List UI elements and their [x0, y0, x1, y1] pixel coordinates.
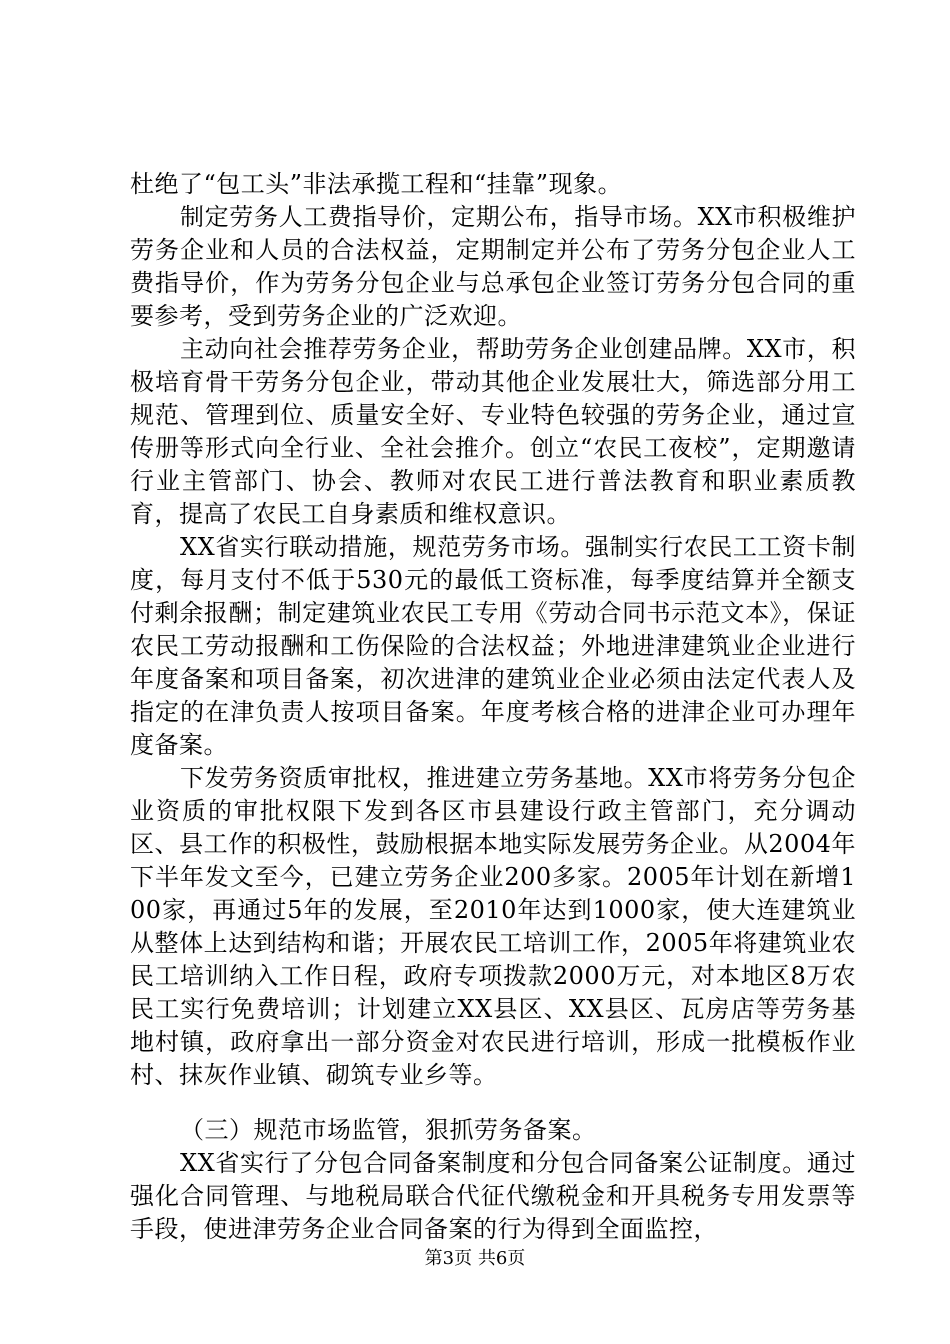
section-heading: （三）规范市场监管，狠抓劳务备案。 — [180, 1116, 597, 1144]
page-footer: 第3页 共6页 — [424, 1248, 526, 1269]
paragraph-linkage-measures: XX省实行联动措施，规范劳务市场。强制实行农民工工资卡制度，每月支付不低于530元的最低工资标准，每季度结算并全额支付剩余报酬；制定建筑业农民工专用《劳动合同书示范文本》，保证农民工劳动报酬和工伤保险的合法权益；外地进津建筑业企业进行年度备案和项目备案，初次进津的建筑业企业必须由法定代表人及指定的在津负责人按项目备案。年度考核合格的进津企业可办理年度备案。 — [130, 533, 856, 759]
paragraph-contract-filing: XX省实行了分包合同备案制度和分包合同备案公证制度。通过强化合同管理、与地税局联合代征代缴税金和开具税务专用发票等手段，使进津劳务企业合同备案的行为得到全面监控， — [130, 1149, 856, 1243]
document-body — [130, 168, 856, 1246]
paragraph-labor-base: 下发劳务资质审批权，推进建立劳务基地。XX市将劳务分包企业资质的审批权限下发到各区市县建设行政主管部门，充分调动区、县工作的积极性，鼓励根据本地实际发展劳务企业。从2004年下半年发文至今，已建立劳务企业200多家。2005年计划在新增100家，再通过5年的发展，至2010年达到1000家，使大连建筑业从整体上达到结构和谐；开展农民工培训工作，2005年将建筑业农民工培训纳入工作日程，政府专项拨款2000万元，对本地区8万农民工实行免费培训；计划建立XX县区、XX县区、瓦房店等劳务基地村镇，政府拿出一部分资金对农民进行培训，形成一批模板作业村、抹灰作业镇、砌筑专业乡等。 — [130, 764, 856, 1089]
paragraph-continuation: 杜绝了“包工头”非法承揽工程和“挂靠”现象。 — [130, 170, 623, 198]
paragraph-labor-cost-guidance: 制定劳务人工费指导价，定期公布，指导市场。XX市积极维护劳务企业和人员的合法权益，定期制定并公布了劳务分包企业人工费指导价，作为劳务分包企业与总承包企业签订劳务分包合同的重要参考，受到劳务企业的广泛欢迎。 — [130, 203, 856, 330]
paragraph-recommend-enterprises: 主动向社会推荐劳务企业，帮助劳务企业创建品牌。XX市，积极培育骨干劳务分包企业，带动其他企业发展壮大，筛选部分用工规范、管理到位、质量安全好、专业特色较强的劳务企业，通过宣传册等形式向全行业、全社会推介。创立“农民工夜校”，定期邀请行业主管部门、协会、教师对农民工进行普法教育和职业素质教育，提高了农民工自身素质和维权意识。 — [130, 335, 856, 528]
